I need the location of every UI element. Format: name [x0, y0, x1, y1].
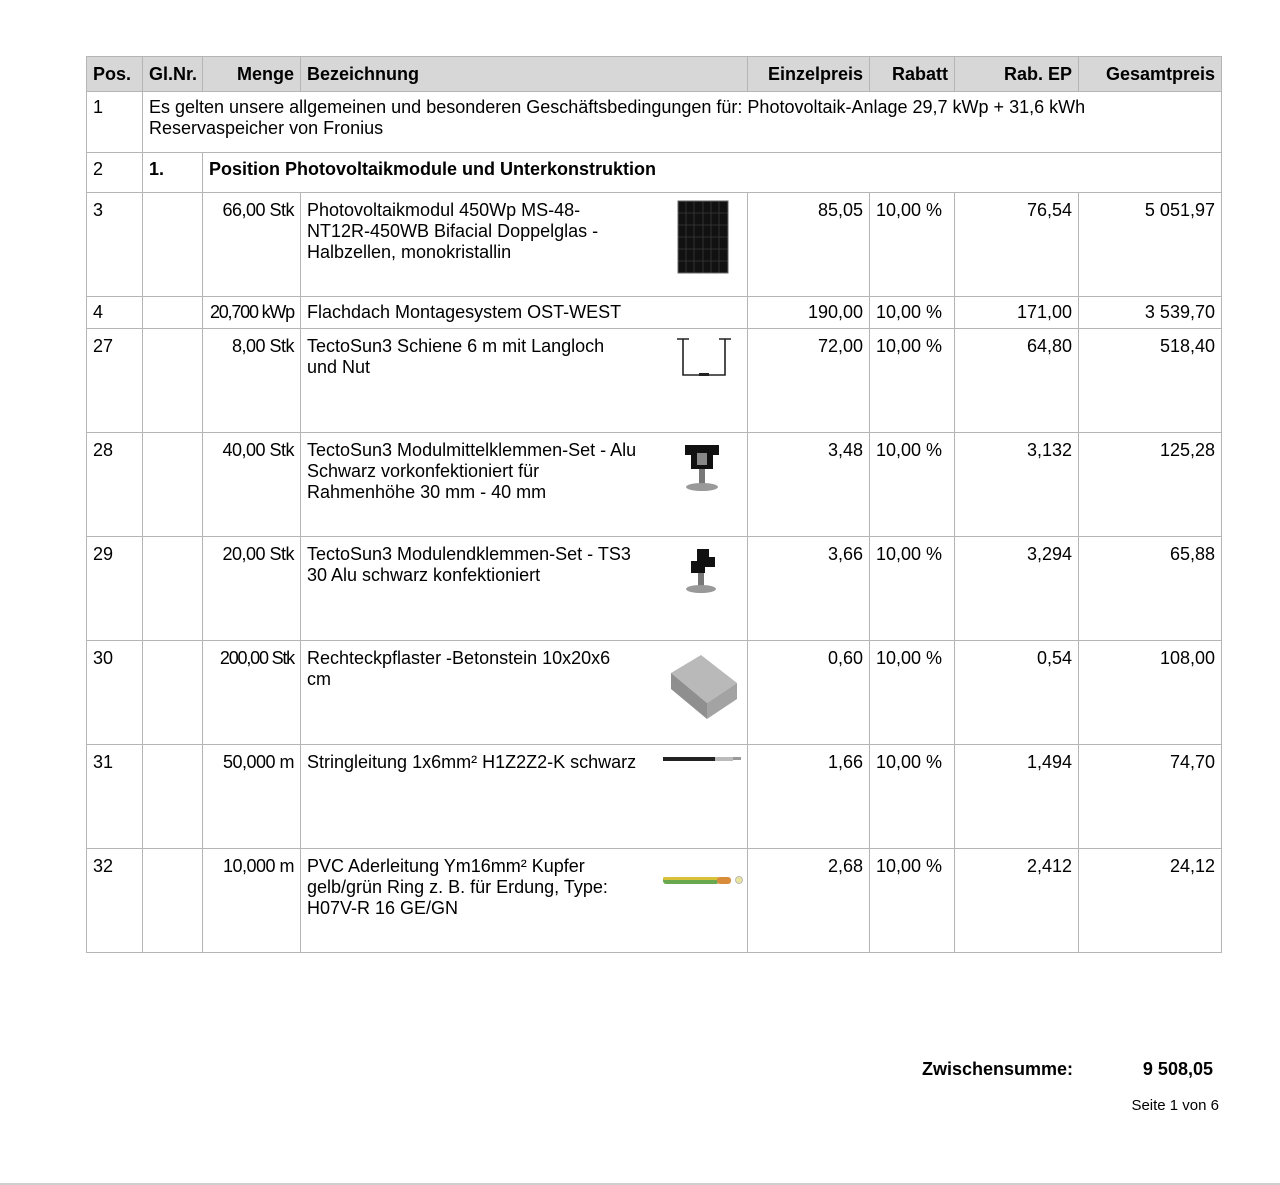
row-gl-nr — [143, 329, 203, 433]
header-gesamtpreis: Gesamtpreis — [1079, 57, 1222, 92]
row-bezeichnung — [301, 849, 748, 953]
row-gl-nr — [143, 641, 203, 745]
header-einzelpreis: Einzelpreis — [748, 57, 870, 92]
header-pos: Pos. — [87, 57, 143, 92]
row-menge: 20,700 kWp — [203, 297, 301, 329]
row-bezeichnung — [301, 537, 748, 641]
row-pos: 4 — [87, 297, 143, 329]
table-row — [87, 537, 1222, 641]
header-gl-nr: Gl.Nr. — [143, 57, 203, 92]
row-menge: 40,00 Stk — [203, 433, 301, 537]
row-rabatt: 10,00 % — [870, 297, 955, 329]
row-einzelpreis: 85,05 — [748, 193, 870, 297]
subtotal-label: Zwischensumme: — [921, 1059, 1073, 1079]
row-pos: 27 — [87, 329, 143, 433]
header-rabatt: Rabatt — [870, 57, 955, 92]
subtotal-value: 9 508,05 — [1142, 1059, 1213, 1079]
row-einzelpreis: 72,00 — [748, 329, 870, 433]
row-gesamtpreis: 3 539,70 — [1079, 297, 1222, 329]
row-gl-nr — [143, 433, 203, 537]
row-bezeichnung: Flachdach Montagesystem OST-WEST — [301, 297, 748, 329]
row-description: PVC Aderleitung Ym16mm² Kupfer gelb/grün Ring z. B. für Erdung, Type: H07V-R 16 GE/GN — [307, 856, 608, 918]
row-gesamtpreis: 5 051,97 — [1079, 193, 1222, 297]
row-pos: 2 — [87, 153, 143, 193]
group-title: Position Photovoltaikmodule und Unterkonstruktion — [203, 153, 1222, 193]
paving-stone-image — [661, 647, 743, 729]
table-row — [87, 297, 1222, 329]
row-rab-ep: 1,494 — [955, 745, 1079, 849]
row-rab-ep: 171,00 — [955, 297, 1079, 329]
row-bezeichnung — [301, 329, 748, 433]
table-row — [87, 193, 1222, 297]
row-einzelpreis: 190,00 — [748, 297, 870, 329]
black-cable-image — [661, 751, 743, 833]
row-rabatt: 10,00 % — [870, 193, 955, 297]
row-gesamtpreis: 108,00 — [1079, 641, 1222, 745]
row-einzelpreis: 1,66 — [748, 745, 870, 849]
row-menge: 20,00 Stk — [203, 537, 301, 641]
row-rab-ep: 76,54 — [955, 193, 1079, 297]
row-gesamtpreis: 24,12 — [1079, 849, 1222, 953]
page-number: Seite 1 von 6 — [1131, 1097, 1219, 1114]
table-row — [87, 641, 1222, 745]
row-rabatt: 10,00 % — [870, 329, 955, 433]
row-gl-nr — [143, 193, 203, 297]
row-pos: 29 — [87, 537, 143, 641]
table-row — [87, 849, 1222, 953]
row-rabatt: 10,00 % — [870, 849, 955, 953]
row-rabatt: 10,00 % — [870, 537, 955, 641]
row-pos: 31 — [87, 745, 143, 849]
row-description: Stringleitung 1x6mm² H1Z2Z2-K schwarz — [307, 752, 637, 772]
table-row — [87, 329, 1222, 433]
row-description: Rechteckpflaster -Betonstein 10x20x6 cm — [307, 648, 611, 689]
row-bezeichnung — [301, 433, 748, 537]
row-gesamtpreis: 125,28 — [1079, 433, 1222, 537]
row-einzelpreis: 3,66 — [748, 537, 870, 641]
row-gesamtpreis: 65,88 — [1079, 537, 1222, 641]
row-rab-ep: 0,54 — [955, 641, 1079, 745]
row-gl-nr — [143, 297, 203, 329]
row-rabatt: 10,00 % — [870, 641, 955, 745]
row-gl-nr — [143, 849, 203, 953]
row-gl-nr — [143, 745, 203, 849]
row-menge: 10,000 m — [203, 849, 301, 953]
row-bezeichnung — [301, 193, 748, 297]
row-description: TectoSun3 Schiene 6 m mit Langloch und Nut — [307, 336, 605, 377]
row-description: TectoSun3 Modulendklemmen-Set - TS3 30 Alu schwarz konfektioniert — [307, 544, 631, 585]
mid-clamp-image — [661, 439, 743, 521]
table-row — [87, 433, 1222, 537]
row-rab-ep: 2,412 — [955, 849, 1079, 953]
row-pos: 32 — [87, 849, 143, 953]
row-description: Photovoltaikmodul 450Wp MS-48-NT12R-450WB Bifacial Doppelglas - Halbzellen, monokristallin — [307, 200, 599, 262]
row-pos: 1 — [87, 92, 143, 153]
solar-panel-image — [661, 199, 743, 281]
green-yellow-cable-image — [661, 855, 743, 937]
row-rabatt: 10,00 % — [870, 745, 955, 849]
row-gl-nr — [143, 537, 203, 641]
row-menge: 200,00 Stk — [203, 641, 301, 745]
group-number: 1. — [143, 153, 203, 193]
row-menge: 50,000 m — [203, 745, 301, 849]
terms-note: Es gelten unsere allgemeinen und besonderen Geschäftsbedingungen für: Photovoltaik-Anlage 29,7 kWp + 31,6 kWh Reservaspeicher von Fronius — [143, 92, 1222, 153]
header-bezeichnung: Bezeichnung — [301, 57, 748, 92]
row-bezeichnung — [301, 745, 748, 849]
table-header-row — [87, 57, 1222, 92]
row-pos: 30 — [87, 641, 143, 745]
row-einzelpreis: 3,48 — [748, 433, 870, 537]
row-description: TectoSun3 Modulmittelklemmen-Set - Alu Schwarz vorkonfektioniert für Rahmenhöhe 30 mm - 40 mm — [307, 440, 637, 502]
end-clamp-image — [661, 543, 743, 625]
row-gesamtpreis: 518,40 — [1079, 329, 1222, 433]
row-rabatt: 10,00 % — [870, 433, 955, 537]
table-row-note — [87, 92, 1222, 153]
row-pos: 28 — [87, 433, 143, 537]
rail-image — [661, 335, 743, 417]
row-bezeichnung — [301, 641, 748, 745]
row-gesamtpreis: 74,70 — [1079, 745, 1222, 849]
row-rab-ep: 3,294 — [955, 537, 1079, 641]
row-pos: 3 — [87, 193, 143, 297]
header-rab-ep: Rab. EP — [955, 57, 1079, 92]
table-row — [87, 745, 1222, 849]
items-table — [86, 56, 1222, 953]
header-menge: Menge — [203, 57, 301, 92]
row-einzelpreis: 0,60 — [748, 641, 870, 745]
row-rab-ep: 64,80 — [955, 329, 1079, 433]
row-einzelpreis: 2,68 — [748, 849, 870, 953]
row-rab-ep: 3,132 — [955, 433, 1079, 537]
row-menge: 66,00 Stk — [203, 193, 301, 297]
row-menge: 8,00 Stk — [203, 329, 301, 433]
table-row-group — [87, 153, 1222, 193]
